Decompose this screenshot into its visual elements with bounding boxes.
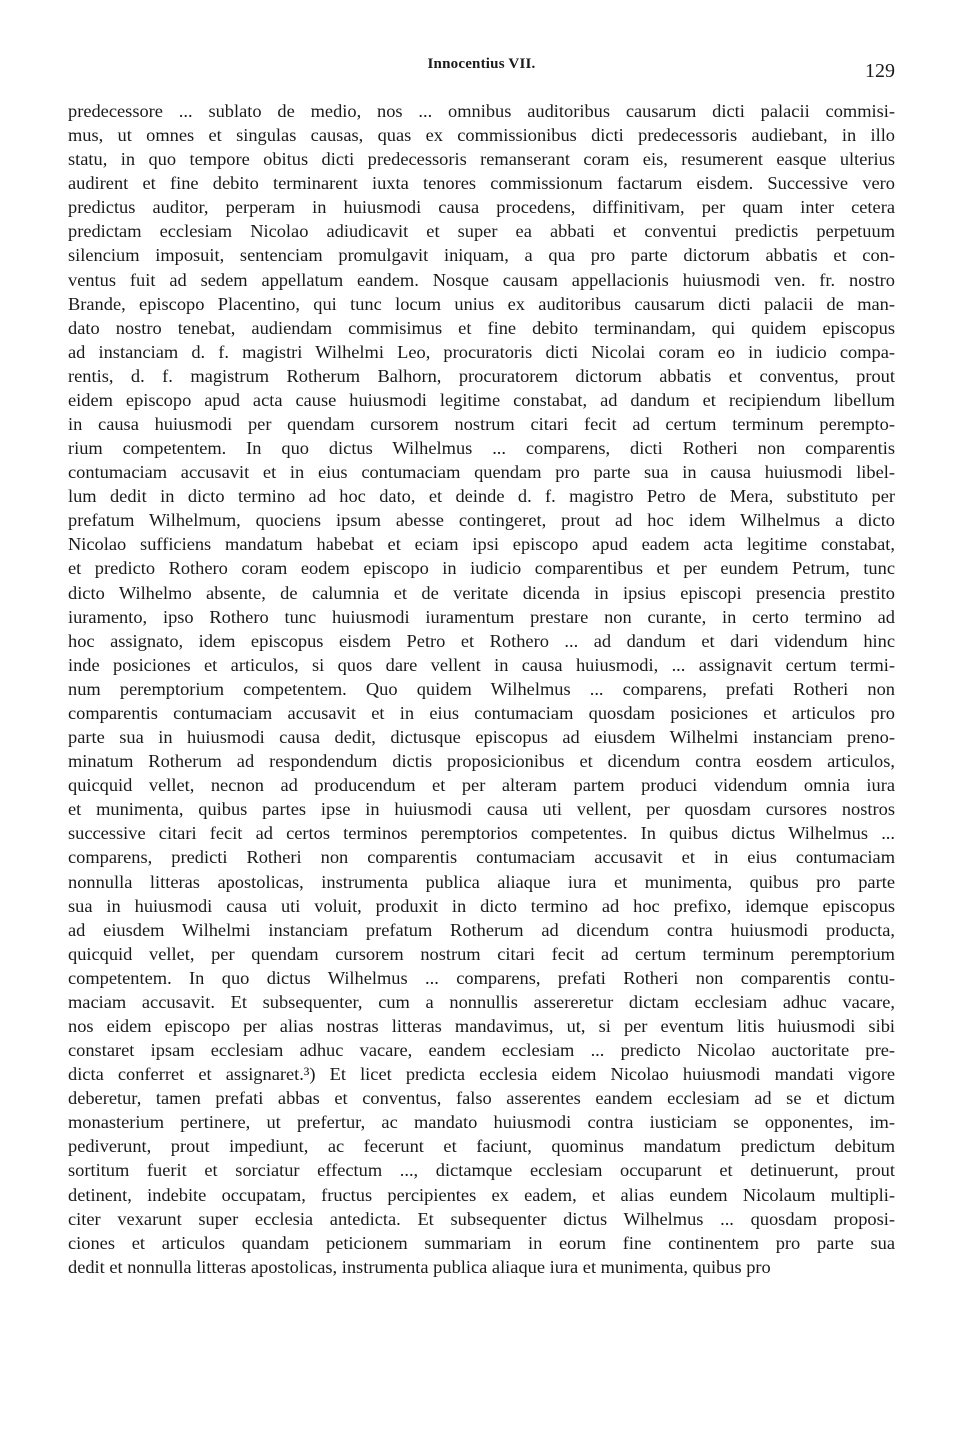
text-line: citer vexarunt super ecclesia antedicta. Et subsequenter dictus Wilhelmus ... quosdam proposi- — [68, 1208, 895, 1229]
text-line: ad instanciam d. f. magistri Wilhelmi Leo, procuratoris dicti Nicolai coram eo in iudicio compa- — [68, 341, 895, 362]
text-line: et munimenta, quibus partes ipse in huiusmodi causa uti vellent, per quosdam cursores nostros — [68, 799, 895, 820]
text-line: predictus auditor, perperam in huiusmodi causa procedens, diffinitivam, per quam inter cetera — [68, 197, 895, 218]
running-header — [68, 50, 895, 86]
text-line: dicto Wilhelmo absente, de calumnia et de veritate dicenda in ipsius episcopi presencia prestito — [68, 582, 895, 603]
text-line: eidem episcopo apud acta cause huiusmodi legitime constabat, ad dandum et recipiendum libellum — [68, 389, 895, 410]
text-line: silencium imposuit, sentenciam promulgavit iniquam, a qua pro parte dictorum abbatis et con- — [68, 245, 895, 266]
text-line: audirent et fine debito terminarent iuxta tenores commissionum factarum eisdem. Successive vero — [68, 173, 895, 194]
text-line: maciam accusavit. Et subsequenter, cum a nonnullis assereretur dictam ecclesiam adhuc vacare, — [68, 991, 895, 1012]
text-line: successive citari fecit ad certos terminos peremptorios competentes. In quibus dictus Wilhelmus ... — [68, 823, 895, 844]
text-line: quicquid vellet, per quendam cursorem nostrum citari fecit ad certum terminum peremptorium — [68, 943, 895, 964]
text-line: constaret ipsam ecclesiam adhuc vacare, eandem ecclesiam ... predicto Nicolao auctoritate pre- — [68, 1040, 895, 1061]
text-line: comparens, predicti Rotheri non comparentis contumaciam accusavit et in eius contumaciam — [68, 847, 895, 868]
text-line: sua in huiusmodi causa uti voluit, produxit in dicto termino ad hoc prefixo, idemque episcopus — [68, 895, 895, 916]
text-line: ciones et articulos quandam peticionem summariam in eorum fine continentem pro parte sua — [68, 1232, 895, 1253]
text-line: in causa huiusmodi per quendam cursorem nostrum citari fecit ad certum terminum perempto- — [68, 414, 895, 435]
text-line: dicta conferret et assignaret.³) Et licet predicta ecclesia eidem Nicolao huiusmodi mandati vigore — [68, 1064, 895, 1085]
page-number: 129 — [865, 60, 895, 82]
text-line: monasterium pertinere, ut prefertur, ac mandato huiusmodi contra iusticiam se opponentes, im- — [68, 1112, 895, 1133]
text-line: et predicto Rothero coram eodem episcopo in iudicio comparentibus et per eundem Petrum, tunc — [68, 558, 895, 579]
text-line: hoc assignato, idem episcopus eisdem Petro et Rothero ... ad dandum et dari videndum hinc — [68, 630, 895, 651]
text-line: competentem. In quo dictus Wilhelmus ... comparens, prefati Rotheri non comparentis contu- — [68, 967, 895, 988]
text-line: comparentis contumaciam accusavit et in eius contumaciam quosdam posiciones et articulos pro — [68, 702, 895, 723]
text-line: predictam ecclesiam Nicolao adiudicavit et super ea abbati et conventui predictis perpetuum — [68, 221, 895, 242]
text-line: mus, ut omnes et singulas causas, quas ex commissionibus dicti predecessoris audiebant, in illo — [68, 125, 895, 146]
text-line: rentis, d. f. magistrum Rotherum Balhorn, procuratorem dictorum abbatis et conventus, prout — [68, 365, 895, 386]
text-line: num peremptorium competentem. Quo quidem Wilhelmus ... comparens, prefati Rotheri non — [68, 678, 895, 699]
text-line: ventus fuit ad sedem appellatum eandem. Nosque causam appellacionis huiusmodi ven. fr. nostro — [68, 269, 895, 290]
text-line: lum dedit in dicto termino ad hoc dato, et deinde d. f. magistro Petro de Mera, substituto per — [68, 486, 895, 507]
text-line: statu, in quo tempore obitus dicti predecessoris remanserant coram eis, resumerent easque ulterius — [68, 149, 895, 170]
text-line: inde posiciones et articulos, si quos dare vellent in causa huiusmodi, ... assignavit certum termi- — [68, 654, 895, 675]
text-line: dedit et nonnulla litteras apostolicas, instrumenta publica aliaque iura et munimenta, quibus pro — [68, 1256, 771, 1277]
text-line: minatum Rotherum ad respondendum dictis proposicionibus et dicendum contra eosdem articulos, — [68, 751, 895, 772]
text-line: quicquid vellet, necnon ad producendum et per alteram partem produci videndum omnia iura — [68, 775, 895, 796]
text-line: ad eiusdem Wilhelmi instanciam prefatum Rotherum ad dicendum contra huiusmodi producta, — [68, 919, 895, 940]
text-line: nonnulla litteras apostolicas, instrumenta publica aliaque iura et munimenta, quibus pro parte — [68, 871, 895, 892]
text-line: predecessore ... sublato de medio, nos ... omnibus auditoribus causarum dicti palacii commisi- — [68, 101, 895, 121]
text-line: dato nostro tenebat, audiendam commisimus et fine debito terminandam, qui quidem episcopus — [68, 317, 895, 338]
text-line: deberetur, tamen prefati abbas et conventus, falso asserentes eandem ecclesiam ad se et dictum — [68, 1088, 895, 1109]
text-line: sortitum fuerit et sorciatur effectum ..., dictamque ecclesiam occuparunt et detinuerunt, prout — [68, 1160, 895, 1181]
text-line: parte sua in huiusmodi causa dedit, dictusque episcopus ad eiusdem Wilhelmi instanciam preno- — [68, 727, 895, 748]
text-line: iuramento, ipso Rothero tunc huiusmodi iuramentum prestare non curante, in certo termino ad — [68, 606, 895, 627]
text-line: Nicolao sufficiens mandatum habebat et eciam ipsi episcopo apud eadem acta legitime constabat, — [68, 534, 895, 555]
text-line: pediverunt, prout impediunt, ac fecerunt et faciunt, quominus mandatum predictum debitum — [68, 1136, 895, 1157]
text-line: detinent, indebite occupatam, fructus percipientes ex eadem, et alias eundem Nicolaum multipli- — [68, 1184, 895, 1205]
text-line: nos eidem episcopo per alias nostras litteras mandavimus, ut, si per eventum litis huiusmodi sibi — [68, 1015, 895, 1036]
running-title: Innocentius VII. — [427, 56, 536, 72]
text-line: prefatum Wilhelmum, quociens ipsum abesse contingeret, prout ad hoc idem Wilhelmus a dicto — [68, 510, 895, 531]
text-line: contumaciam accusavit et in eius contumaciam quendam pro parte sua in causa huiusmodi libel- — [68, 462, 895, 483]
text-line: rium competentem. In quo dictus Wilhelmus ... comparens, dicti Rotheri non comparentis — [68, 438, 895, 459]
body-text — [68, 99, 895, 1279]
text-line: Brande, episcopo Placentino, qui tunc locum unius ex auditoribus causarum dicti palacii de man- — [68, 293, 895, 314]
